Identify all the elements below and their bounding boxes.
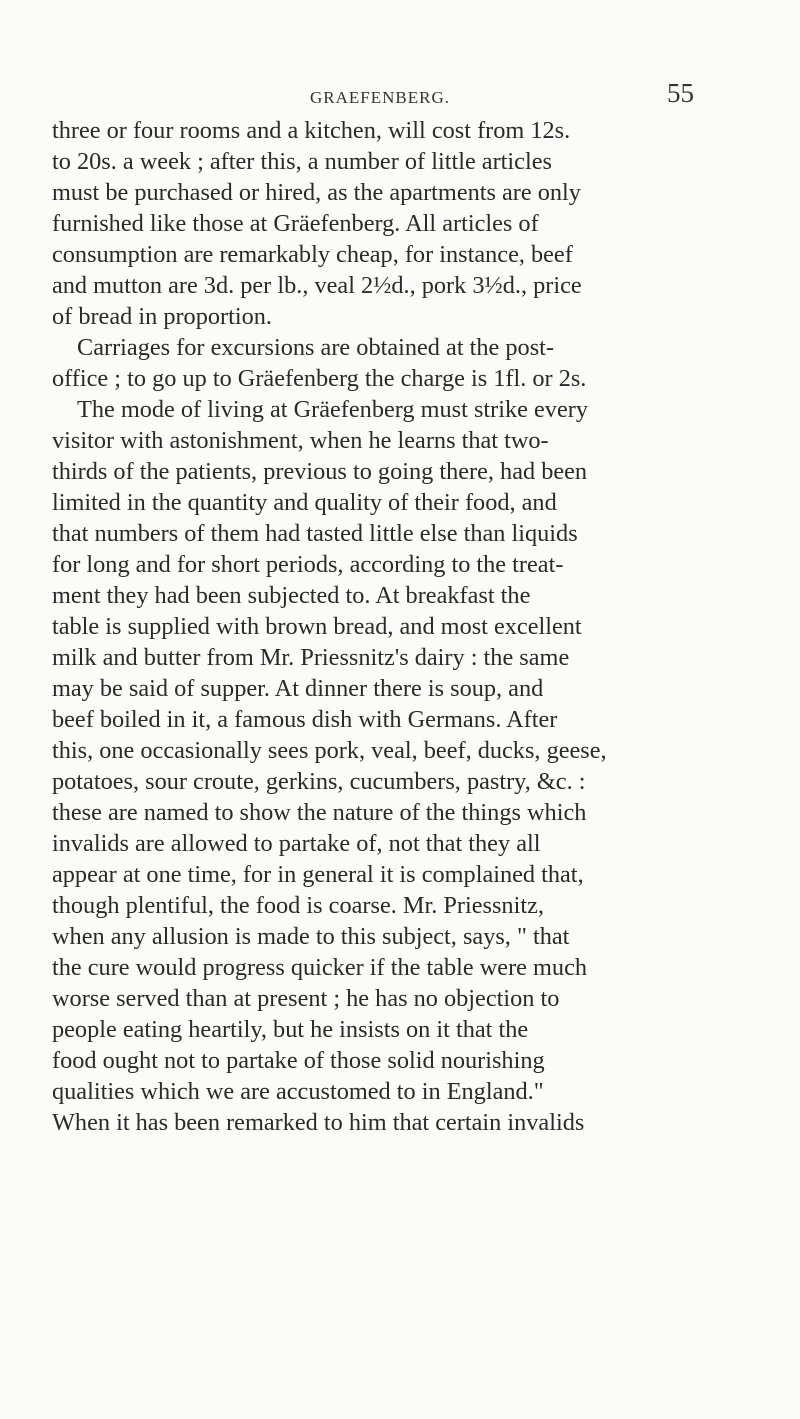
text-line-28: the cure would progress quicker if the table were much bbox=[52, 954, 588, 981]
text-line-33: When it has been remarked to him that certain invalids bbox=[52, 1109, 585, 1136]
text-line-18: milk and butter from Mr. Priessnitz's dairy : the same bbox=[52, 644, 570, 671]
text-line-14: that numbers of them had tasted little else than liquids bbox=[52, 520, 578, 547]
text-line-22: potatoes, sour croute, gerkins, cucumbers, pastry, &c. : bbox=[52, 768, 586, 795]
text-line-31: food ought not to partake of those solid nourishing bbox=[52, 1047, 545, 1074]
text-line-15: for long and for short periods, according to the treat- bbox=[52, 551, 564, 578]
text-line-12: thirds of the patients, previous to going there, had been bbox=[52, 458, 588, 485]
text-line-13: limited in the quantity and quality of their food, and bbox=[52, 489, 557, 516]
text-line-30: people eating heartily, but he insists on it that the bbox=[52, 1016, 529, 1043]
text-line-4: furnished like those at Gräefenberg. All articles of bbox=[52, 210, 539, 237]
text-line-23: these are named to show the nature of the things which bbox=[52, 799, 587, 826]
text-line-8: Carriages for excursions are obtained at the post- bbox=[77, 334, 554, 361]
text-line-19: may be said of supper. At dinner there is soup, and bbox=[52, 675, 544, 702]
text-line-1: three or four rooms and a kitchen, will cost from 12s. bbox=[52, 117, 571, 144]
text-line-20: beef boiled in it, a famous dish with Germans. After bbox=[52, 706, 558, 733]
page-number: 55 bbox=[667, 78, 694, 108]
running-title: GRAEFENBERG. bbox=[310, 88, 450, 107]
text-line-11: visitor with astonishment, when he learns that two- bbox=[52, 427, 549, 454]
text-line-21: this, one occasionally sees pork, veal, beef, ducks, geese, bbox=[52, 737, 607, 764]
text-line-9: office ; to go up to Gräefenberg the charge is 1fl. or 2s. bbox=[52, 365, 587, 392]
text-line-3: must be purchased or hired, as the apartments are only bbox=[52, 179, 581, 206]
text-line-29: worse served than at present ; he has no objection to bbox=[52, 985, 560, 1012]
text-line-25: appear at one time, for in general it is complained that, bbox=[52, 861, 584, 888]
text-line-7: of bread in proportion. bbox=[52, 303, 272, 330]
text-line-16: ment they had been subjected to. At breakfast the bbox=[52, 582, 531, 609]
text-line-17: table is supplied with brown bread, and most excellent bbox=[52, 613, 582, 640]
text-line-10: The mode of living at Gräefenberg must strike every bbox=[77, 396, 588, 423]
text-line-32: qualities which we are accustomed to in England." bbox=[52, 1078, 544, 1105]
text-line-24: invalids are allowed to partake of, not that they all bbox=[52, 830, 541, 857]
text-line-2: to 20s. a week ; after this, a number of little articles bbox=[52, 148, 552, 175]
text-line-27: when any allusion is made to this subject, says, " that bbox=[52, 923, 570, 950]
text-line-5: consumption are remarkably cheap, for instance, beef bbox=[52, 241, 573, 268]
text-line-26: though plentiful, the food is coarse. Mr. Priessnitz, bbox=[52, 892, 544, 919]
text-line-6: and mutton are 3d. per lb., veal 2½d., pork 3½d., price bbox=[52, 272, 582, 299]
